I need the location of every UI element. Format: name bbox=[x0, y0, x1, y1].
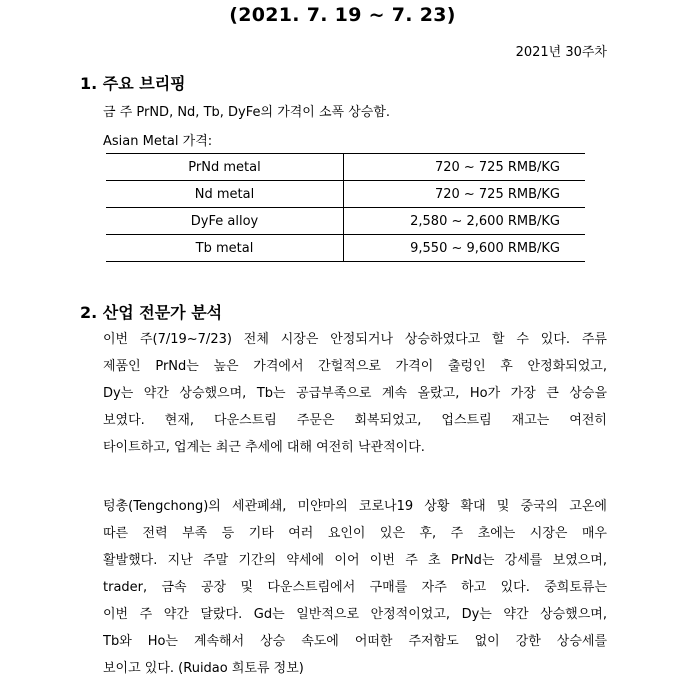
paragraph-line: trader, 금속 공장 및 다운스트림에서 구매를 자주 하고 있다. 중희토류는 bbox=[103, 580, 607, 595]
report-title: (2021. 7. 19 ~ 7. 23) bbox=[229, 4, 456, 26]
table-row bbox=[106, 154, 585, 181]
paragraph-line: 따른 전력 부족 등 기타 여러 요인이 있은 후, 주 초에는 시장은 매우 bbox=[103, 526, 607, 541]
paragraph-line: 활발했다. 지난 주말 기간의 약세에 이어 이번 주 초 PrNd는 강세를 보였으며, bbox=[103, 553, 607, 568]
paragraph-line: 타이트하고, 업계는 최근 추세에 대해 여전히 낙관적이다. bbox=[103, 440, 425, 455]
briefing-summary: 금 주 PrND, Nd, Tb, DyFe의 가격이 소폭 상승함. bbox=[103, 105, 391, 120]
metal-price: 2,580 ~ 2,600 RMB/KG bbox=[344, 208, 586, 235]
section-1-heading: 1. 주요 브리핑 bbox=[80, 74, 186, 93]
paragraph-line: 보였다. 현재, 다운스트림 주문은 회복되었고, 업스트림 재고는 여전히 bbox=[103, 413, 607, 428]
metal-name: DyFe alloy bbox=[106, 208, 344, 235]
metal-price: 720 ~ 725 RMB/KG bbox=[344, 154, 586, 181]
analysis-paragraph-1 bbox=[103, 326, 607, 461]
metal-name: Nd metal bbox=[106, 181, 344, 208]
price-source-label: Asian Metal 가격: bbox=[103, 134, 213, 149]
paragraph-line: 텅총(Tengchong)의 세관폐쇄, 미얀마의 코로나19 상황 확대 및 중국의 고온에 bbox=[103, 499, 607, 514]
paragraph-line: 이번 주(7/19~7/23) 전체 시장은 안정되거나 상승하였다고 할 수 있다. 주류 bbox=[103, 332, 607, 347]
analysis-paragraph-2 bbox=[103, 493, 607, 682]
price-table bbox=[106, 153, 585, 262]
metal-name: Tb metal bbox=[106, 235, 344, 262]
metal-name: PrNd metal bbox=[106, 154, 344, 181]
table-row bbox=[106, 181, 585, 208]
section-2-heading: 2. 산업 전문가 분석 bbox=[80, 303, 223, 322]
paragraph-line: 이번 주 약간 달랐다. Gd는 일반적으로 안정적이었고, Dy는 약간 상승했으며, bbox=[103, 607, 607, 622]
paragraph-line: Dy는 약간 상승했으며, Tb는 공급부족으로 계속 올랐고, Ho가 가장 큰 상승을 bbox=[103, 386, 607, 401]
metal-price: 720 ~ 725 RMB/KG bbox=[344, 181, 586, 208]
paragraph-line: 보이고 있다. (Ruidao 희토류 정보) bbox=[103, 661, 304, 676]
paragraph-line: 제품인 PrNd는 높은 가격에서 간헐적으로 가격이 출렁인 후 안정화되었고, bbox=[103, 359, 607, 374]
metal-price: 9,550 ~ 9,600 RMB/KG bbox=[344, 235, 586, 262]
table-row bbox=[106, 235, 585, 262]
paragraph-line: Tb와 Ho는 계속해서 상승 속도에 어떠한 주저함도 없이 강한 상승세를 bbox=[103, 634, 607, 649]
table-row bbox=[106, 208, 585, 235]
week-label: 2021년 30주차 bbox=[515, 45, 607, 60]
